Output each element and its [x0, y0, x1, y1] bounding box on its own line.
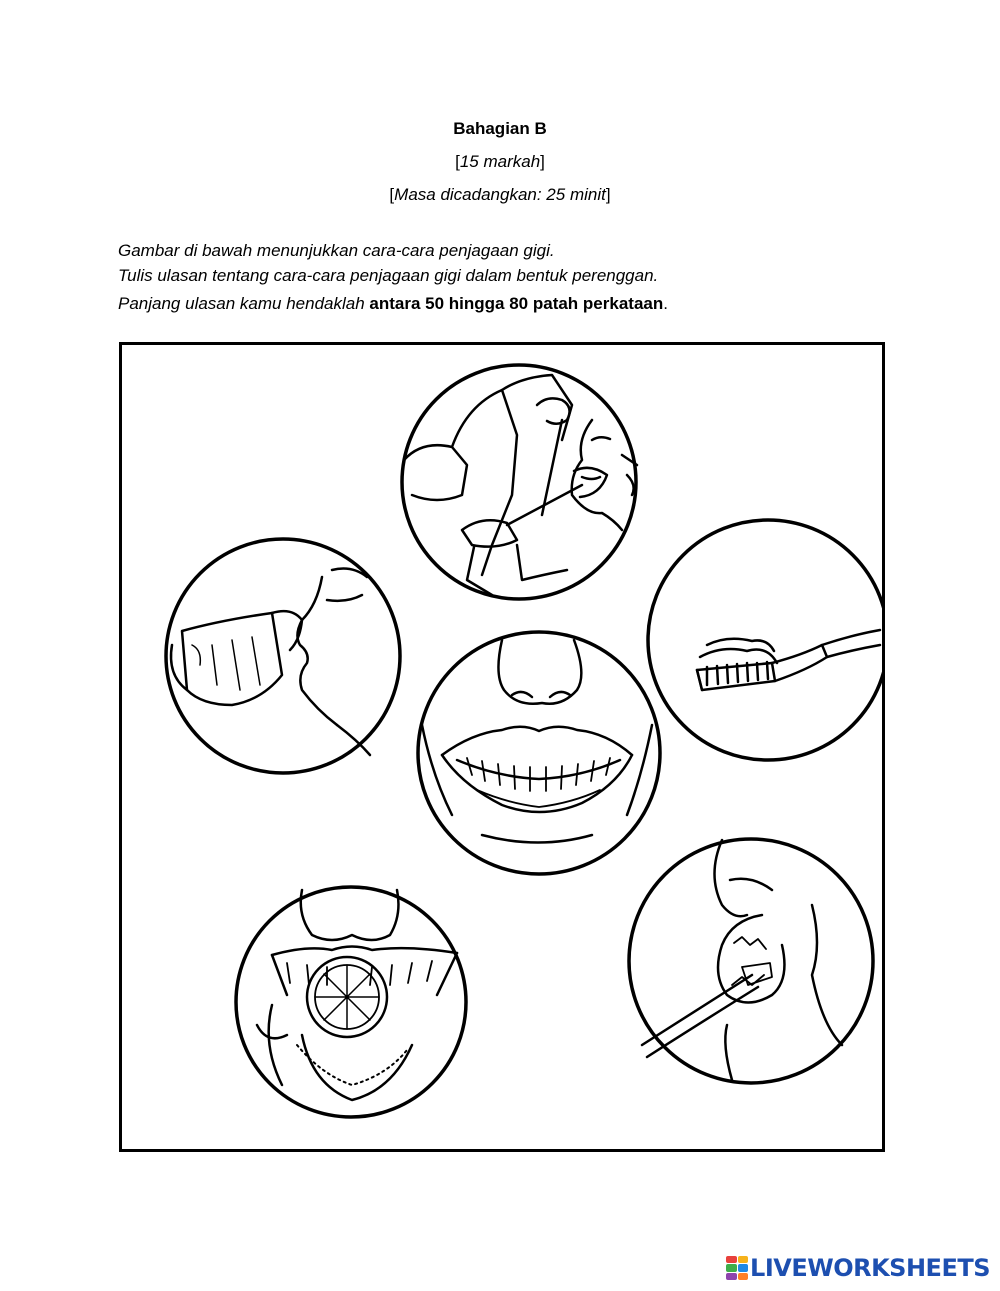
instruction-line-3	[118, 294, 668, 314]
section-title: Bahagian B	[453, 119, 547, 138]
brand-name: LIVEWORKSHEETS	[750, 1254, 990, 1282]
liveworksheets-brand[interactable]	[726, 1254, 990, 1282]
instruction-line-3-prefix: Panjang ulasan kamu hendaklah	[118, 294, 370, 313]
marks-open: [	[455, 152, 460, 171]
word-count-requirement: antara 50 hingga 80 patah perkataan	[369, 294, 664, 313]
logo-block	[726, 1256, 737, 1263]
time-line	[0, 185, 1000, 205]
healthy-smile-illustration	[418, 632, 660, 874]
logo-block	[726, 1264, 737, 1271]
toothbrush-illustration	[648, 520, 882, 760]
instruction-line-3-suffix: .	[663, 294, 668, 313]
rinse-mouth-illustration	[166, 539, 400, 773]
liveworksheets-logo-icon	[726, 1256, 748, 1280]
eat-fruit-illustration	[236, 887, 466, 1117]
time-value: Masa dicadangkan: 25 minit	[394, 185, 606, 204]
brush-teeth-illustration	[629, 839, 873, 1083]
logo-block	[738, 1256, 749, 1263]
time-close: ]	[605, 185, 611, 204]
time-open: [	[389, 185, 395, 204]
instruction-line-2: Tulis ulasan tentang cara-cara penjagaan gigi dalam bentuk perenggan.	[118, 266, 659, 285]
logo-block	[738, 1273, 749, 1280]
logo-block	[738, 1264, 749, 1271]
picture-frame	[119, 342, 885, 1152]
marks-close: ]	[540, 152, 545, 171]
dentist-checkup-illustration	[402, 365, 637, 599]
marks-value: 15 markah	[459, 152, 541, 171]
instruction-line-1: Gambar di bawah menunjukkan cara-cara penjagaan gigi.	[118, 241, 555, 260]
marks-line	[0, 152, 1000, 172]
illustration-canvas	[122, 345, 882, 1149]
logo-block	[726, 1273, 737, 1280]
